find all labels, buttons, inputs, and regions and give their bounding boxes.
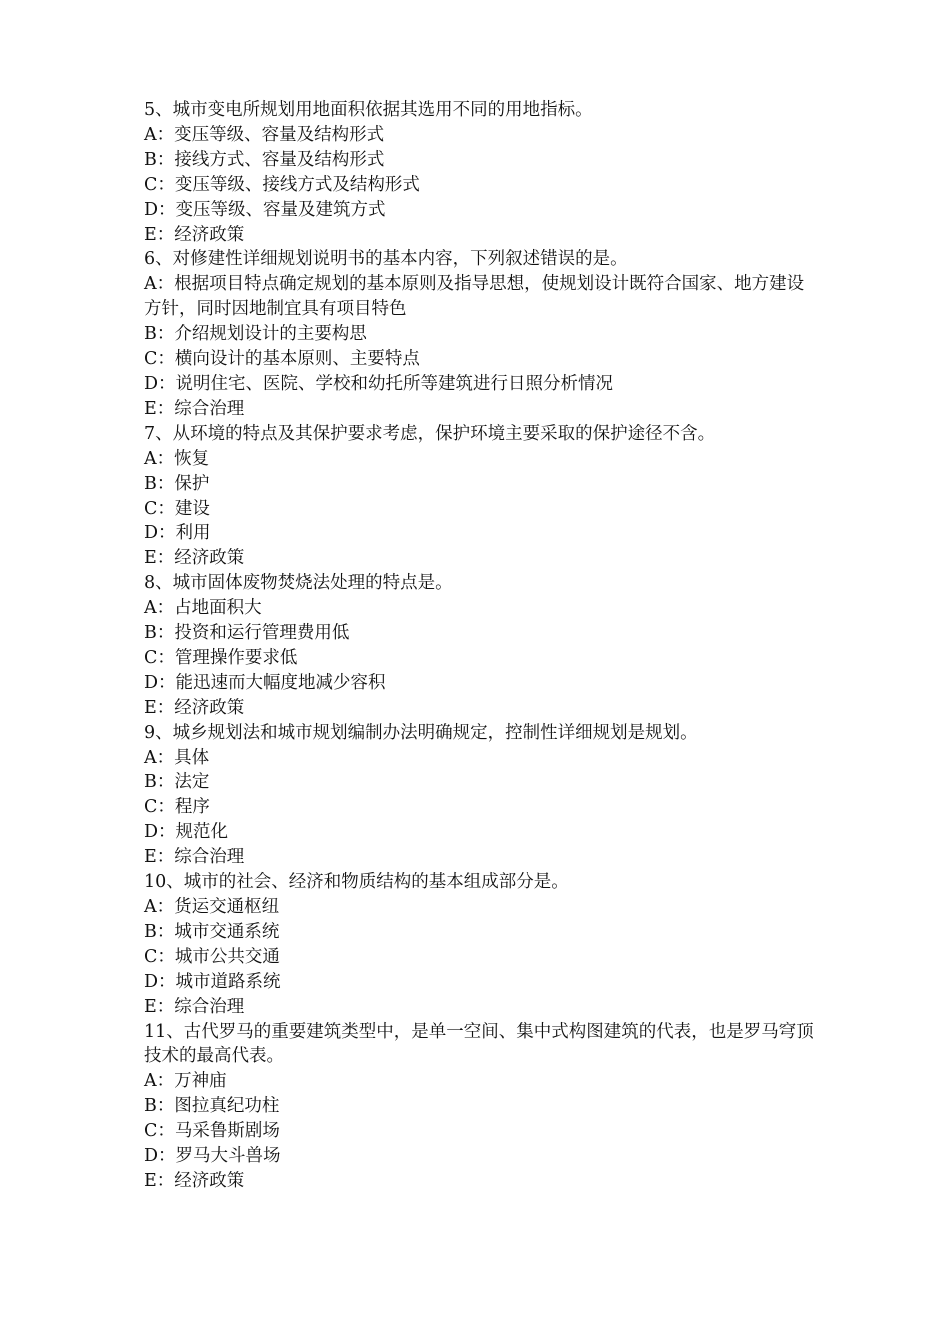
option-b: B：法定 xyxy=(144,772,210,793)
question-stem: 9、城乡规划法和城市规划编制办法明确规定，控制性详细规划是规划。 xyxy=(144,722,698,743)
option-d: D：说明住宅、医院、学校和幼托所等建筑进行日照分析情况 xyxy=(144,373,614,394)
option-c: C：建设 xyxy=(144,498,210,519)
question-11 xyxy=(144,1020,816,1194)
option-a: A：具体 xyxy=(144,747,210,768)
option-e: E：综合治理 xyxy=(144,996,245,1017)
question-7 xyxy=(144,422,816,571)
question-stem: 5、城市变电所规划用地面积依据其选用不同的用地指标。 xyxy=(144,100,593,120)
option-e: E：综合治理 xyxy=(144,847,245,868)
option-a: A：根据项目特点确定规划的基本原则及指导思想，使规划设计既符合国家、地方建设方针，同时因地制宜具有项目特色 xyxy=(144,274,805,320)
option-d: D：利用 xyxy=(144,523,211,544)
option-b: B：图拉真纪功柱 xyxy=(144,1096,280,1117)
question-stem: 6、对修建性详细规划说明书的基本内容，下列叙述错误的是。 xyxy=(144,249,628,270)
option-b: B：接线方式、容量及结构形式 xyxy=(144,149,385,170)
question-8 xyxy=(144,571,816,720)
option-e: E：经济政策 xyxy=(144,1170,245,1191)
option-c: C：变压等级、接线方式及结构形式 xyxy=(144,174,420,195)
option-d: D：城市道路系统 xyxy=(144,971,281,992)
option-c: C：程序 xyxy=(144,797,210,818)
option-e: E：经济政策 xyxy=(144,224,245,245)
option-e: E：经济政策 xyxy=(144,548,245,569)
option-a: A：万神庙 xyxy=(144,1071,227,1092)
question-stem: 11、古代罗马的重要建筑类型中，是单一空间、集中式构图建筑的代表，也是罗马穹顶技术的最高代表。 xyxy=(144,1021,814,1067)
option-e: E：经济政策 xyxy=(144,697,245,718)
question-stem: 8、城市固体废物焚烧法处理的特点是。 xyxy=(144,573,453,594)
question-6 xyxy=(144,247,816,421)
question-stem: 10、城市的社会、经济和物质结构的基本组成部分是。 xyxy=(144,872,569,893)
option-e: E：综合治理 xyxy=(144,398,245,419)
option-d: D：变压等级、容量及建筑方式 xyxy=(144,199,386,220)
document-page xyxy=(144,98,816,1194)
option-b: B：城市交通系统 xyxy=(144,921,280,942)
option-c: C：横向设计的基本原则、主要特点 xyxy=(144,349,420,370)
question-stem: 7、从环境的特点及其保护要求考虑，保护环境主要采取的保护途径不含。 xyxy=(144,423,716,444)
option-a: A：占地面积大 xyxy=(144,598,262,619)
option-d: D：能迅速而大幅度地减少容积 xyxy=(144,672,386,693)
option-a: A：变压等级、容量及结构形式 xyxy=(144,124,385,145)
option-b: B：介绍规划设计的主要构思 xyxy=(144,324,367,345)
option-b: B：投资和运行管理费用低 xyxy=(144,623,350,644)
option-a: A：货运交通枢纽 xyxy=(144,897,280,917)
option-c: C：管理操作要求低 xyxy=(144,647,298,668)
question-5 xyxy=(144,98,816,247)
option-c: C：马采鲁斯剧场 xyxy=(144,1121,280,1142)
option-b: B：保护 xyxy=(144,473,210,494)
question-9 xyxy=(144,721,816,870)
option-d: D：规范化 xyxy=(144,822,229,843)
option-d: D：罗马大斗兽场 xyxy=(144,1146,281,1167)
option-a: A：恢复 xyxy=(144,448,210,469)
question-10 xyxy=(144,870,816,1019)
option-c: C：城市公共交通 xyxy=(144,946,280,967)
